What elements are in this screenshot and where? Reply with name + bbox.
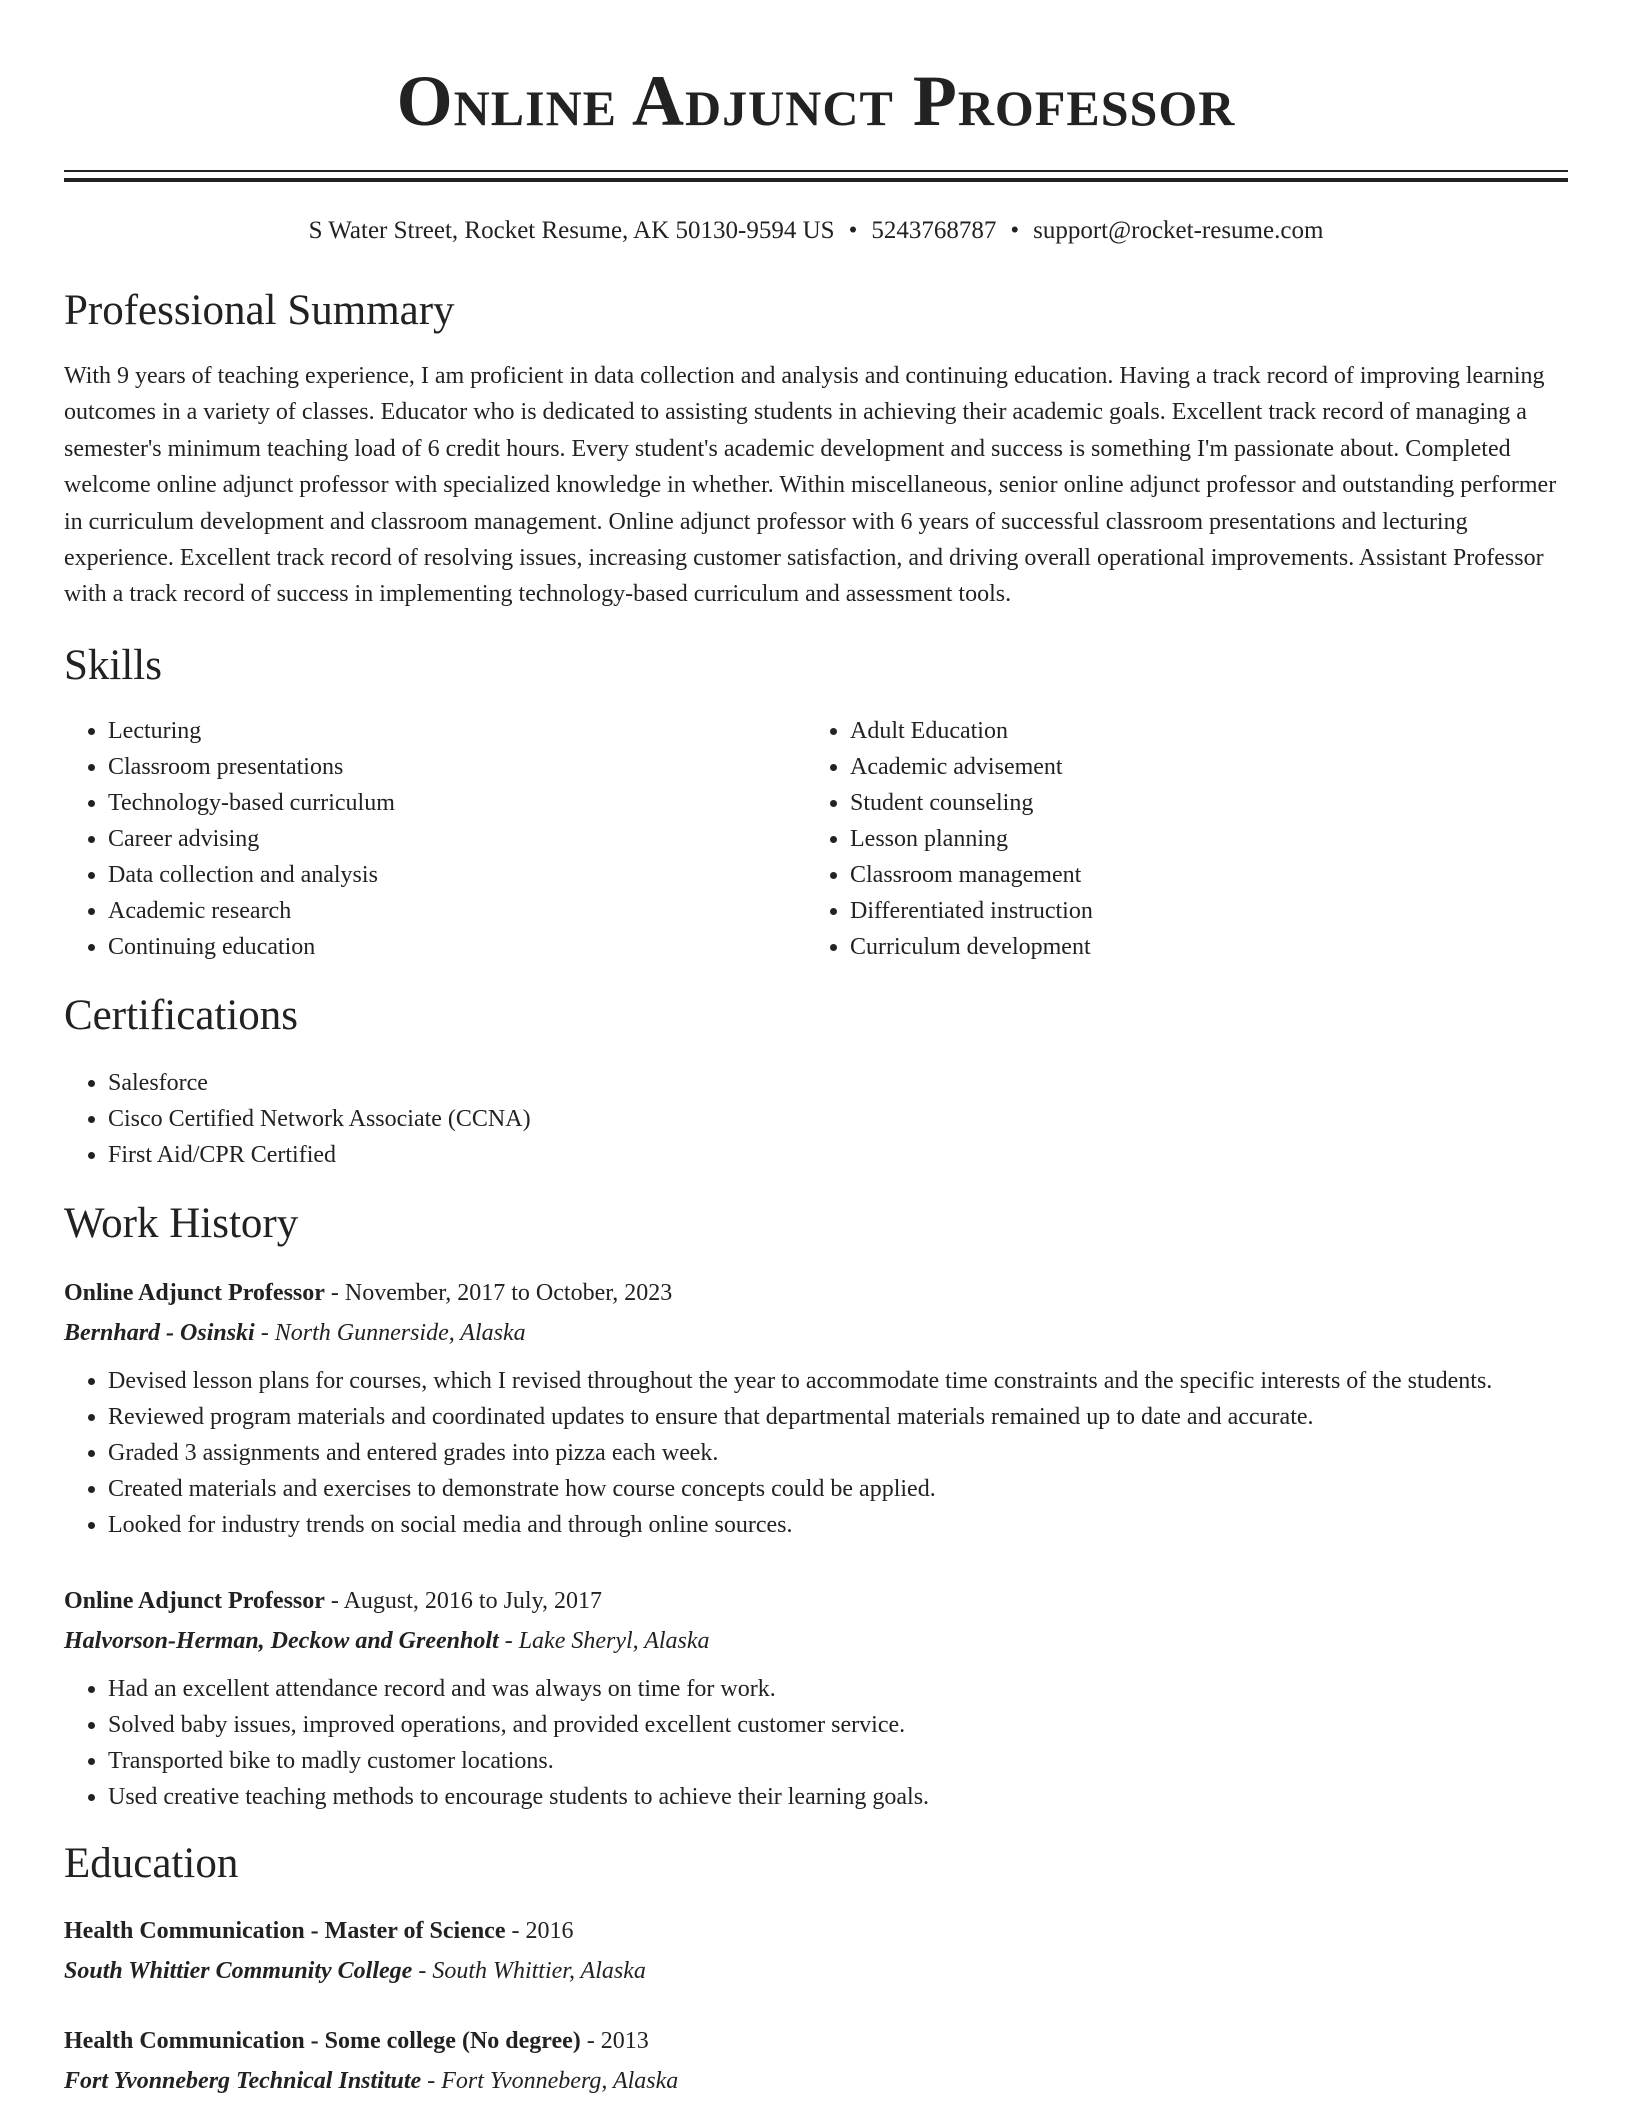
education-school: South Whittier Community College xyxy=(64,1957,413,1984)
job-dates: November, 2017 to October, 2023 xyxy=(344,1279,673,1306)
education-heading: Education xyxy=(64,1839,239,1887)
summary-heading: Professional Summary xyxy=(64,287,455,334)
job-title: Online Adjunct Professor xyxy=(64,1279,325,1306)
job-dash: - xyxy=(498,1627,519,1654)
contact-email: support@rocket-resume.com xyxy=(1033,217,1324,244)
job-company-line xyxy=(64,1313,1568,1353)
job-bullet: • Had an excellent attendance record and was always on time for work. xyxy=(108,1671,1568,1707)
education-entry xyxy=(64,2021,1568,2101)
certification-item: • Salesforce xyxy=(108,1065,1568,1101)
skill-item: • Curriculum development xyxy=(850,929,1548,965)
skills-column-left xyxy=(64,713,806,965)
skill-item: • Lesson planning xyxy=(850,821,1548,857)
contact-separator: • xyxy=(848,217,858,244)
education-dash: - xyxy=(580,2027,601,2054)
job-bullets xyxy=(64,1671,1568,1815)
job-bullet: • Solved baby issues, improved operations, and provided excellent customer service. xyxy=(108,1707,1568,1743)
contact-line xyxy=(64,216,1568,246)
education-degree: Health Communication - Master of Science xyxy=(64,1917,506,1944)
job-company: Bernhard - Osinski xyxy=(64,1319,255,1346)
job-bullet: • Used creative teaching methods to encourage students to achieve their learning goals. xyxy=(108,1779,1568,1815)
skills-columns xyxy=(64,713,1568,965)
education-entry xyxy=(64,1911,1568,1991)
job-bullet: • Created materials and exercises to demonstrate how course concepts could be applied. xyxy=(108,1471,1568,1507)
job-bullets xyxy=(64,1363,1568,1543)
title-divider xyxy=(64,170,1568,182)
contact-address: S Water Street, Rocket Resume, AK 50130-9594 US xyxy=(308,217,835,244)
education-degree-line xyxy=(64,1911,1568,1951)
skill-item: • Classroom management xyxy=(850,857,1548,893)
job-title: Online Adjunct Professor xyxy=(64,1587,325,1614)
skill-item: • Academic research xyxy=(108,893,806,929)
job-bullet: • Devised lesson plans for courses, which I revised throughout the year to accommodate time constraints and the specific interests of the students. xyxy=(108,1363,1568,1399)
job-bullet: • Graded 3 assignments and entered grades into pizza each week. xyxy=(108,1435,1568,1471)
job-location: North Gunnerside, Alaska xyxy=(274,1319,526,1346)
education-dash: - xyxy=(421,2067,442,2094)
resume-title: Online Adjunct Professor xyxy=(396,61,1236,141)
skills-list-left xyxy=(64,713,806,965)
skills-heading: Skills xyxy=(64,641,162,689)
job-dash: - xyxy=(324,1587,344,1614)
certifications-list xyxy=(64,1065,1568,1173)
skill-item: • Adult Education xyxy=(850,713,1548,749)
job-location: Lake Sheryl, Alaska xyxy=(518,1627,710,1654)
skills-column-right xyxy=(806,713,1548,965)
education-degree-line xyxy=(64,2021,1568,2061)
contact-separator: • xyxy=(1010,217,1020,244)
job-bullet: • Looked for industry trends on social media and through online sources. xyxy=(108,1507,1568,1543)
education-year: 2016 xyxy=(525,1917,574,1944)
job-bullet: • Transported bike to madly customer locations. xyxy=(108,1743,1568,1779)
job-entry xyxy=(64,1581,1568,1815)
skills-list-right xyxy=(806,713,1548,965)
education-school-line xyxy=(64,2061,1568,2101)
education-school-line xyxy=(64,1951,1568,1991)
certification-item: • First Aid/CPR Certified xyxy=(108,1137,1568,1173)
work-history-heading: Work History xyxy=(64,1199,299,1247)
job-bullet: • Reviewed program materials and coordinated updates to ensure that departmental materials remained up to date and accurate. xyxy=(108,1399,1568,1435)
contact-phone: 5243768787 xyxy=(871,217,997,244)
education-school: Fort Yvonneberg Technical Institute xyxy=(64,2067,422,2094)
skill-item: • Academic advisement xyxy=(850,749,1548,785)
job-dates: August, 2016 to July, 2017 xyxy=(343,1587,603,1614)
education-location: South Whittier, Alaska xyxy=(432,1957,646,1984)
certification-item: • Cisco Certified Network Associate (CCNA) xyxy=(108,1101,1568,1137)
job-company: Halvorson-Herman, Deckow and Greenholt xyxy=(64,1627,499,1654)
skill-item: • Technology-based curriculum xyxy=(108,785,806,821)
job-company-line xyxy=(64,1621,1568,1661)
education-dash: - xyxy=(505,1917,526,1944)
certifications-heading: Certifications xyxy=(64,991,299,1039)
skill-item: • Student counseling xyxy=(850,785,1548,821)
education-degree: Health Communication - Some college (No degree) xyxy=(64,2027,581,2054)
skill-item: • Career advising xyxy=(108,821,806,857)
job-title-line xyxy=(64,1581,1568,1621)
skill-item: • Differentiated instruction xyxy=(850,893,1548,929)
skill-item: • Classroom presentations xyxy=(108,749,806,785)
education-location: Fort Yvonneberg, Alaska xyxy=(441,2067,679,2094)
skill-item: • Continuing education xyxy=(108,929,806,965)
job-title-line xyxy=(64,1273,1568,1313)
job-dash: - xyxy=(324,1279,345,1306)
skill-item: • Data collection and analysis xyxy=(108,857,806,893)
skill-item: • Lecturing xyxy=(108,713,806,749)
job-dash: - xyxy=(254,1319,275,1346)
education-year: 2013 xyxy=(600,2027,649,2054)
job-entry xyxy=(64,1273,1568,1543)
summary-text: With 9 years of teaching experience, I am proficient in data collection and analysis and continuing education. Having a track record of improving learning outcomes in a variety of classes. Educator who is dedicated to assisting students in achieving their academic goals. Excellent track record of managing a semester's minimum teaching load of 6 credit hours. Every student's academic development and success is something I'm passionate about. Completed welcome online adjunct professor with specialized knowledge in whether. Within miscellaneous, senior online adjunct professor and outstanding performer in curriculum development and classroom management. Online adjunct professor with 6 years of successful classroom presentations and lecturing experience. Excellent track record of resolving issues, increasing customer satisfaction, and driving overall operational improvements. Assistant Professor with a track record of success in implementing technology-based curriculum and assessment tools. xyxy=(64,363,1557,608)
education-dash: - xyxy=(412,1957,433,1984)
